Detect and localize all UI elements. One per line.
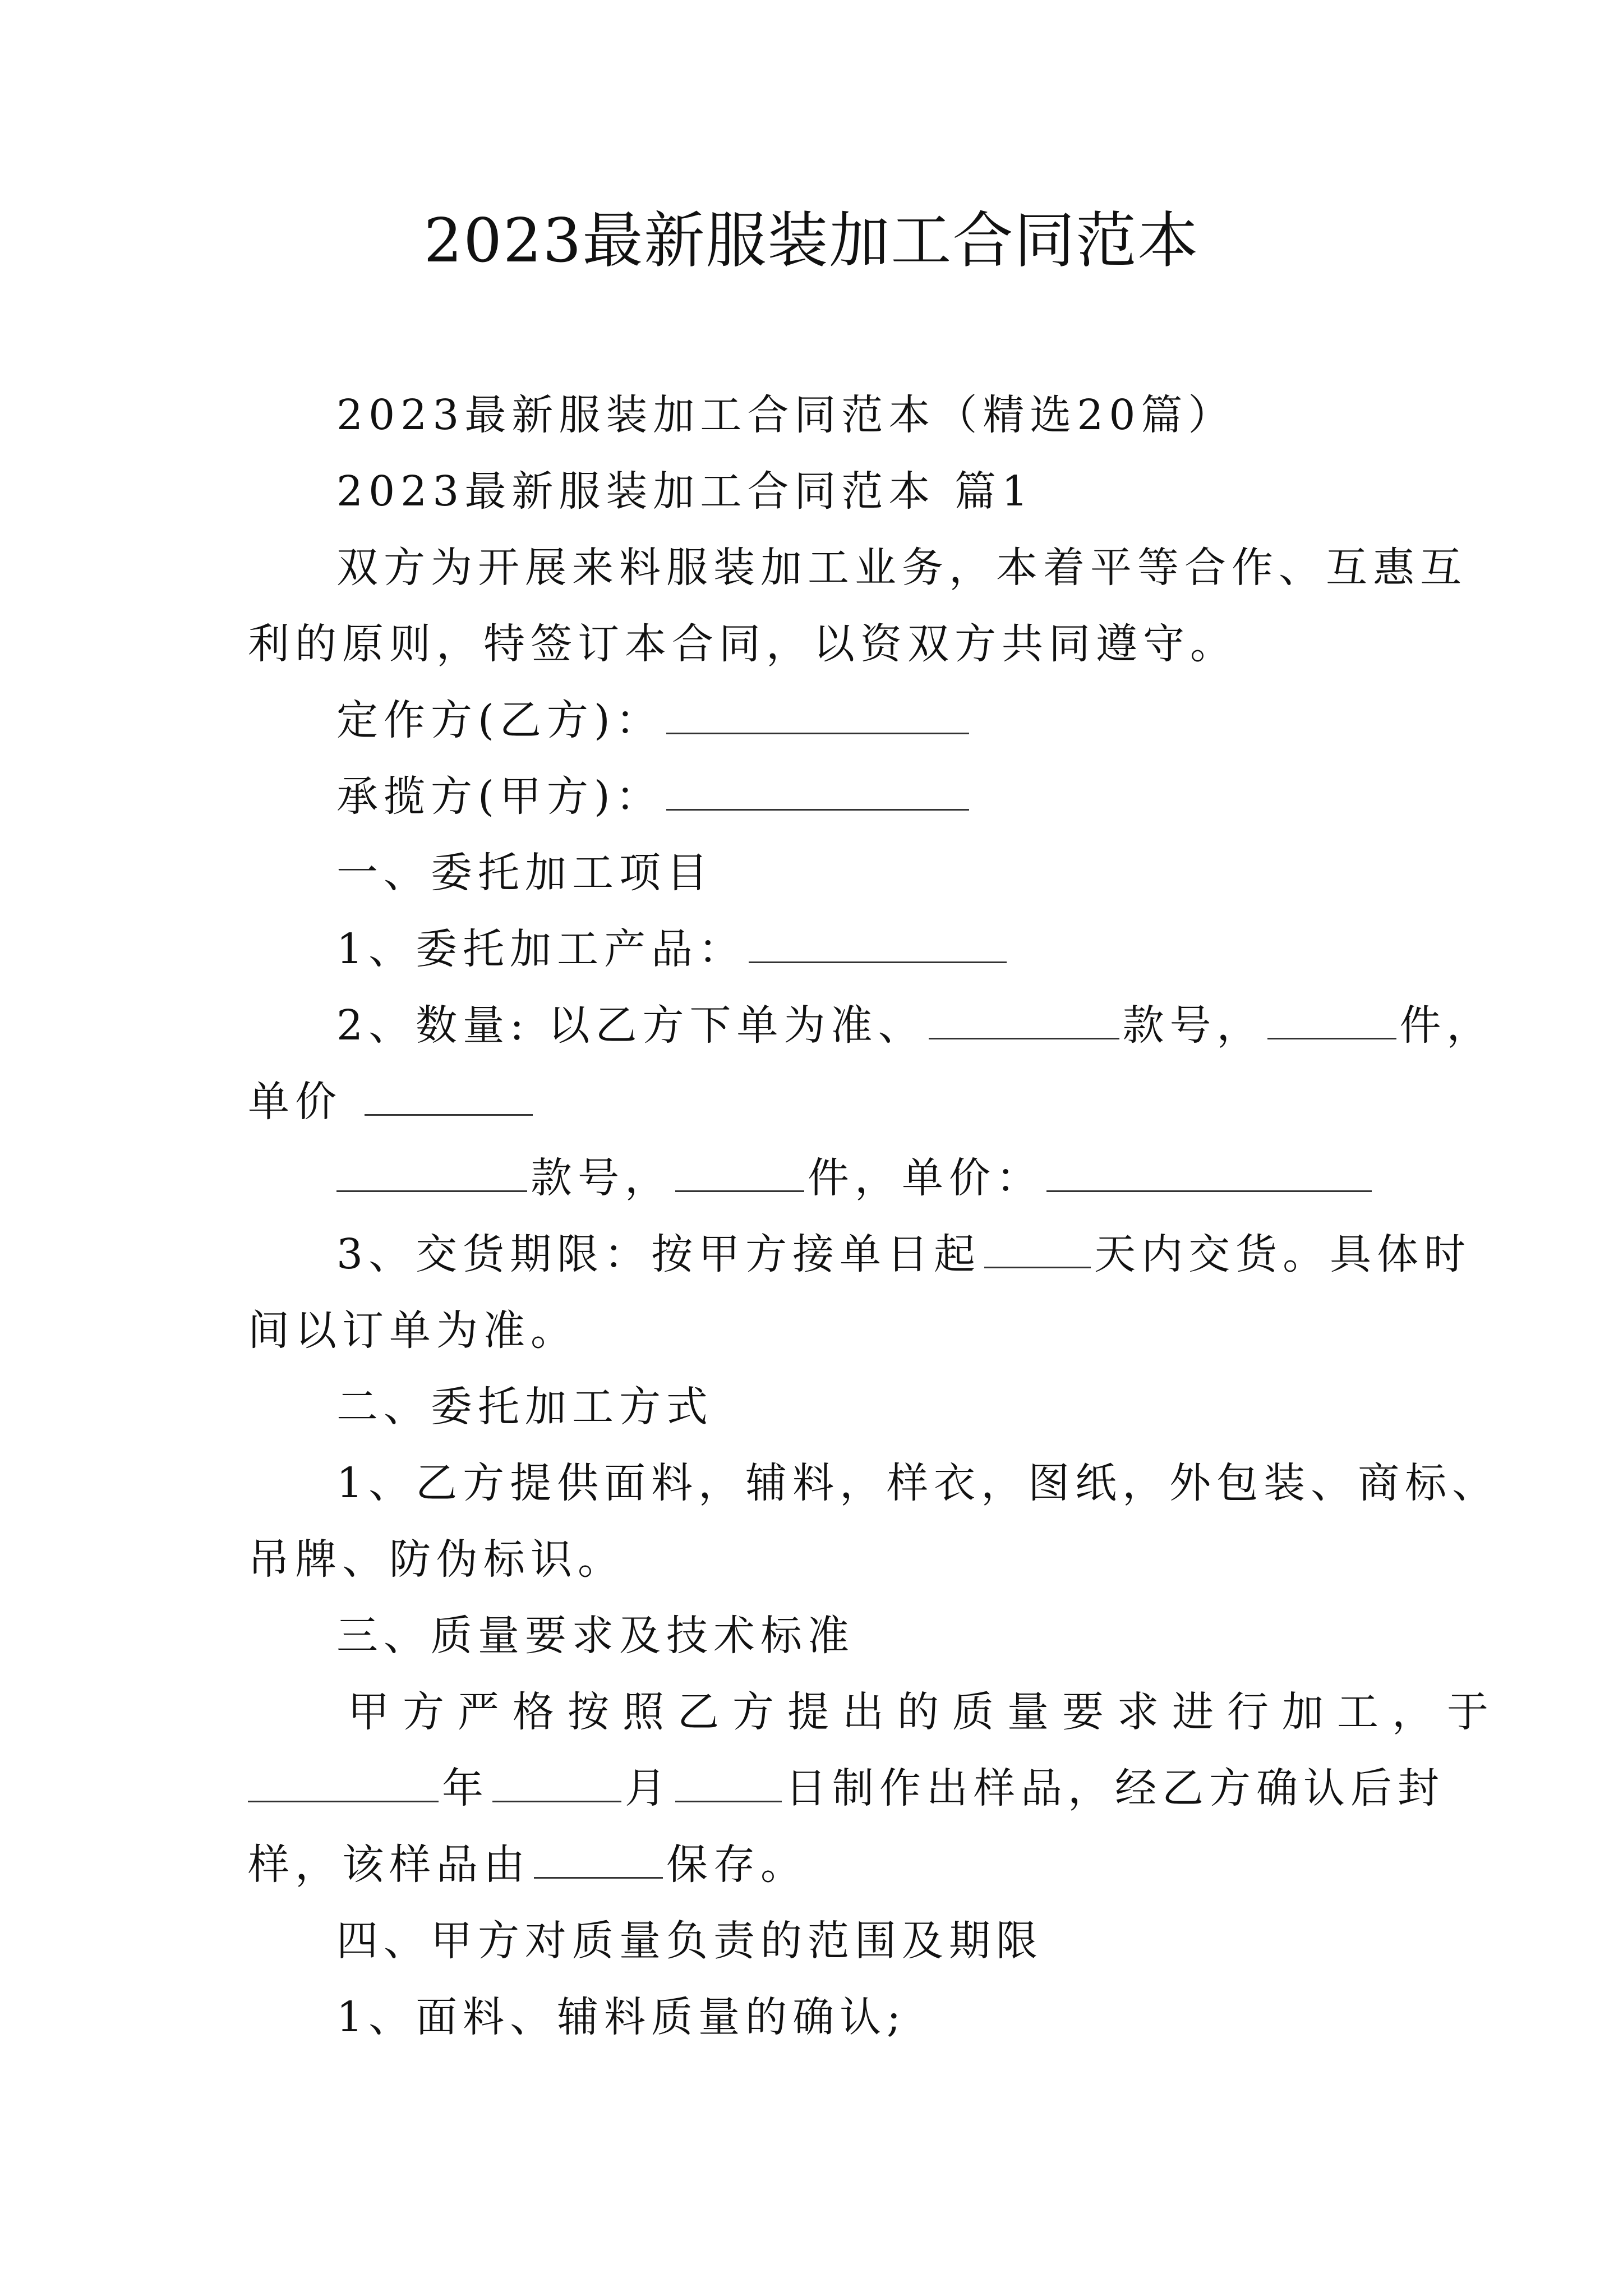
item-2-line-2: [248, 1074, 536, 1130]
item-1-label: 1、委托加工产品：: [336, 925, 746, 973]
item-3-text-a: 3、交货期限：按甲方接单日起: [336, 1230, 981, 1278]
sample-keeper-blank: [534, 1838, 663, 1879]
section-3-line-2-rest: 日制作出样品，经乙方确认后封: [785, 1764, 1445, 1812]
party-b-label: 定作方(乙方)：: [336, 696, 663, 744]
item-2-text-b: 款号，: [1122, 1001, 1264, 1050]
item-3-line-2: 间以订单为准。: [248, 1306, 578, 1355]
item-2-line-3: [336, 1150, 1375, 1206]
item-2-line-3-text-a: 款号，: [531, 1154, 672, 1202]
section-3-title: 三、质量要求及技术标准: [336, 1612, 855, 1660]
section-3-line-3: [248, 1837, 808, 1893]
item-3-line-1: [336, 1226, 1471, 1282]
party-a-line: [336, 769, 972, 825]
item-2-line-3-text-b: 件，单价：: [808, 1154, 1043, 1202]
intro-paragraph-line-1: 双方为开展来料服装加工业务，本着平等合作、互惠互: [336, 544, 1467, 592]
item-1-line: [336, 921, 1010, 977]
item-2-unit-price-blank: [365, 1075, 533, 1116]
item-2-style-blank: [336, 1151, 527, 1192]
section-4-item-1: 1、面料、辅料质量的确认;: [336, 1993, 907, 2041]
item-2-unit-price-label: 单价: [248, 1078, 342, 1126]
item-2-blank-b: [1267, 999, 1396, 1039]
party-a-label: 承揽方(甲方)：: [336, 772, 663, 821]
sample-year-blank: [248, 1761, 439, 1802]
item-2-price-blank: [1046, 1151, 1372, 1192]
item-3-days-blank: [984, 1227, 1091, 1268]
section-2-item-1-line-1: 1、乙方提供面料，辅料，样衣，图纸，外包装、商标、: [336, 1459, 1500, 1507]
sample-day-blank: [675, 1761, 782, 1802]
section-3-line-1: 甲方严格按照乙方提出的质量要求进行加工，于: [348, 1688, 1502, 1736]
section-2-title: 二、委托加工方式: [336, 1383, 713, 1431]
section-3-line-3-text-b: 保存。: [666, 1841, 808, 1889]
item-2-line-1: [336, 997, 1494, 1053]
item-2-qty-blank: [675, 1151, 804, 1192]
section-4-title: 四、甲方对质量负责的范围及期限: [336, 1917, 1043, 1965]
item-2-blank-a: [929, 999, 1119, 1039]
intro-paragraph-line-2: 利的原则，特签订本合同，以资双方共同遵守。: [248, 620, 1237, 668]
item-2-text-a: 2、数量: 以乙方下单为准、: [336, 1001, 925, 1050]
item-2-text-c: 件，: [1399, 1001, 1494, 1050]
section-1-title: 一、委托加工项目: [336, 849, 713, 897]
year-label: 年: [442, 1764, 489, 1812]
section-3-line-3-text-a: 样，该样品由: [248, 1841, 531, 1889]
party-b-blank: [666, 693, 969, 734]
item-1-blank: [749, 922, 1007, 963]
item-3-text-b: 天内交货。具体时: [1094, 1230, 1472, 1278]
section-heading: 2023最新服装加工合同范本 篇1: [336, 467, 1034, 516]
month-label: 月: [625, 1764, 672, 1812]
section-2-item-1-line-2: 吊牌、防伪标识。: [248, 1535, 625, 1584]
section-3-line-2: [248, 1760, 1445, 1816]
sample-month-blank: [492, 1761, 621, 1802]
document-subtitle: 2023最新服装加工合同范本（精选20篇）: [336, 391, 1235, 439]
document-title: 2023最新服装加工合同范本: [423, 206, 1200, 276]
party-a-blank: [666, 770, 969, 811]
party-b-line: [336, 692, 972, 748]
